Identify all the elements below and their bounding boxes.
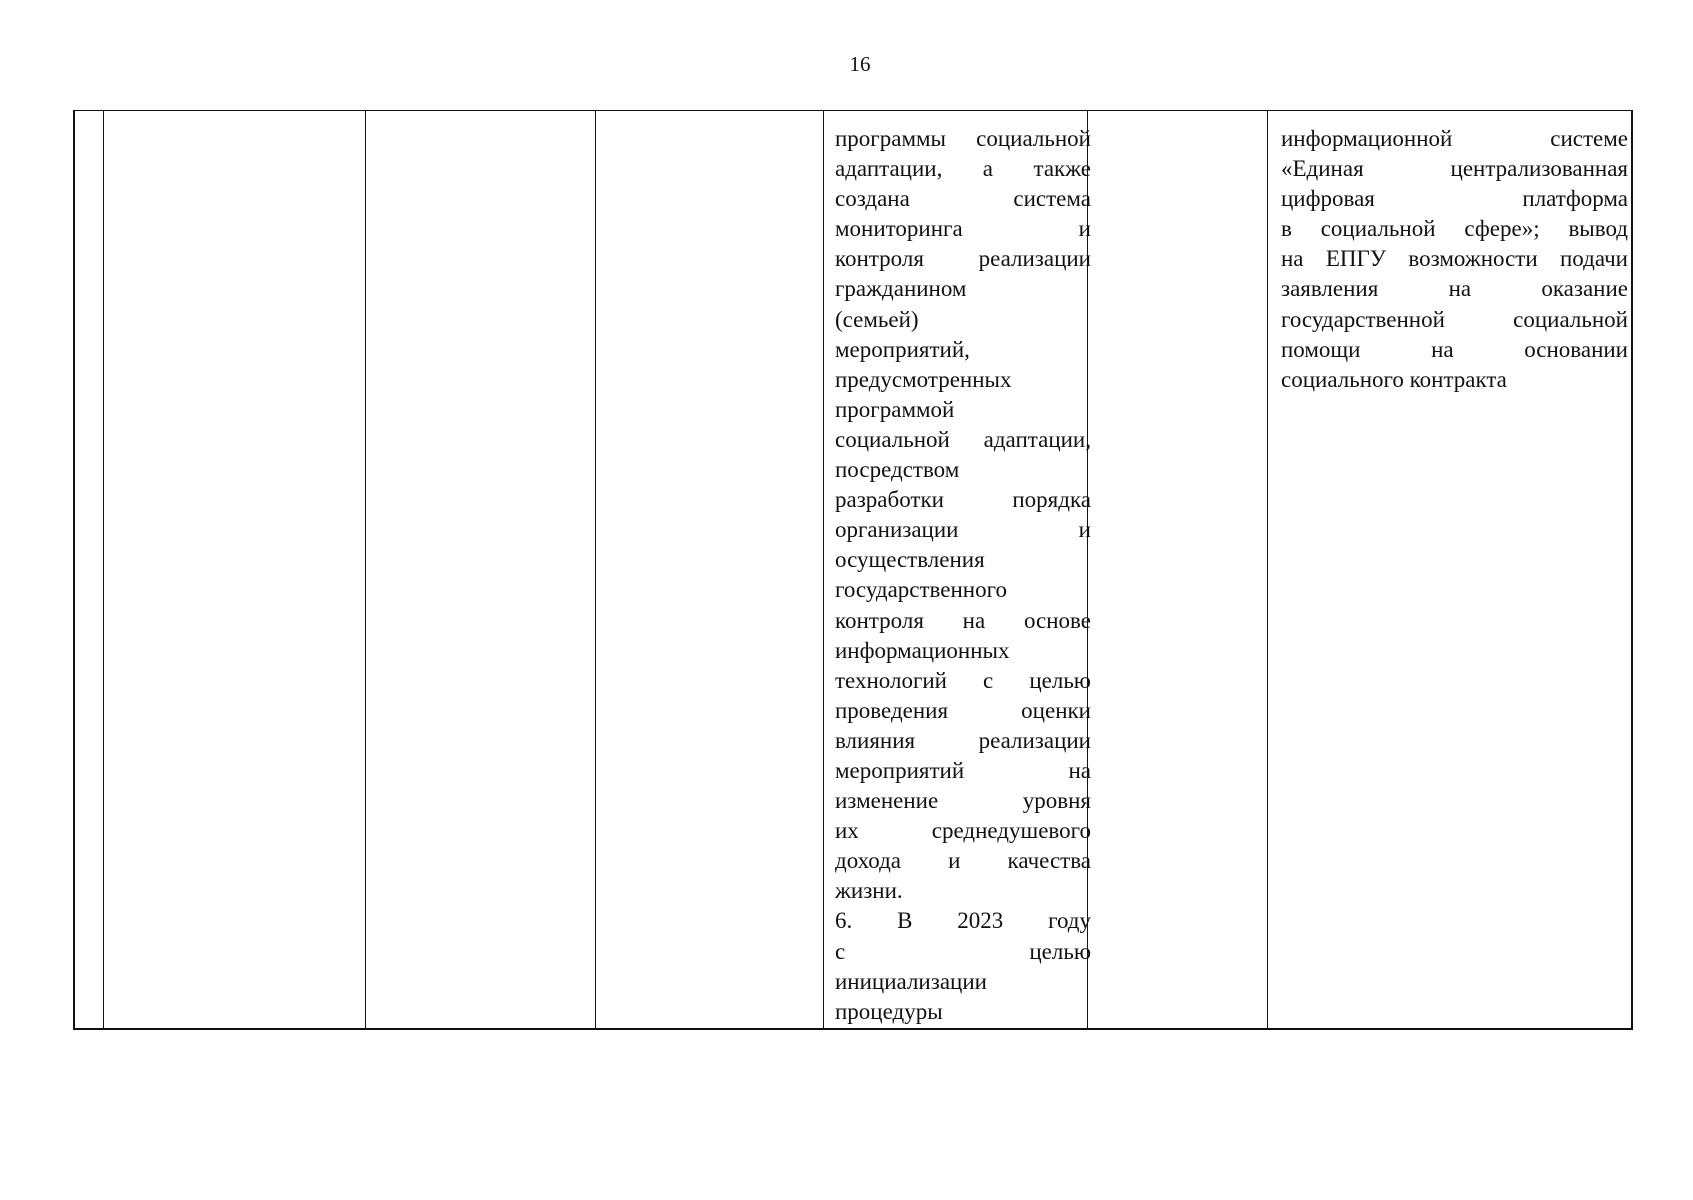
text-line: государственного — [835, 577, 1007, 603]
text-line: с целью — [835, 938, 1091, 964]
text-line: государственной социальной — [1281, 306, 1628, 332]
text-line: на ЕПГУ возможности подачи — [1281, 246, 1628, 272]
text-line: «Единая централизованная — [1281, 156, 1628, 182]
table-cell-col7 — [1281, 124, 1628, 395]
text-line: жизни. — [835, 878, 903, 904]
column-divider — [1267, 111, 1268, 1028]
column-divider — [595, 111, 596, 1028]
text-line: процедуры — [835, 998, 943, 1024]
text-line: контроля реализации — [835, 246, 1091, 272]
text-line: влияния реализации — [835, 727, 1091, 753]
text-line: социальной адаптации, — [835, 426, 1091, 452]
page-number: 16 — [849, 52, 871, 76]
text-line: изменение уровня — [835, 788, 1091, 814]
text-line: информационных — [835, 637, 1010, 663]
text-line: проведения оценки — [835, 697, 1091, 723]
text-line: их среднедушевого — [835, 818, 1091, 844]
text-line: помощи на основании — [1281, 336, 1628, 362]
text-line: инициализации — [835, 968, 987, 994]
text-line: 6. В 2023 году — [835, 908, 1091, 934]
text-line: осуществления — [835, 547, 985, 573]
text-line: технологий с целью — [835, 667, 1091, 693]
text-line: программы социальной — [835, 126, 1091, 151]
table-cell-col5 — [835, 124, 1091, 1027]
text-line: мероприятий на — [835, 757, 1091, 783]
column-divider — [103, 111, 104, 1028]
text-line: посредством — [835, 457, 960, 483]
text-line: разработки порядка — [835, 487, 1091, 513]
text-line: заявления на оказание — [1281, 276, 1628, 302]
text-line: мониторинга и — [835, 216, 1091, 242]
text-line: цифровая платформа — [1281, 186, 1628, 212]
text-line: информационной системе — [1281, 126, 1628, 151]
column-divider — [365, 111, 366, 1028]
text-line: адаптации, а также — [835, 156, 1091, 182]
text-line: гражданином — [835, 276, 967, 302]
text-line: социального контракта — [1281, 366, 1507, 392]
text-line: (семьей) — [835, 306, 919, 332]
text-line: создана система — [835, 186, 1091, 212]
text-line: предусмотренных — [835, 366, 1012, 392]
text-line: программой — [835, 396, 955, 422]
text-line: контроля на основе — [835, 607, 1091, 633]
text-line: мероприятий, — [835, 336, 970, 362]
text-line: в социальной сфере»; вывод — [1281, 216, 1628, 242]
text-line: дохода и качества — [835, 848, 1091, 874]
document-table — [73, 110, 1633, 1030]
column-divider — [823, 111, 824, 1028]
text-line: организации и — [835, 517, 1091, 543]
